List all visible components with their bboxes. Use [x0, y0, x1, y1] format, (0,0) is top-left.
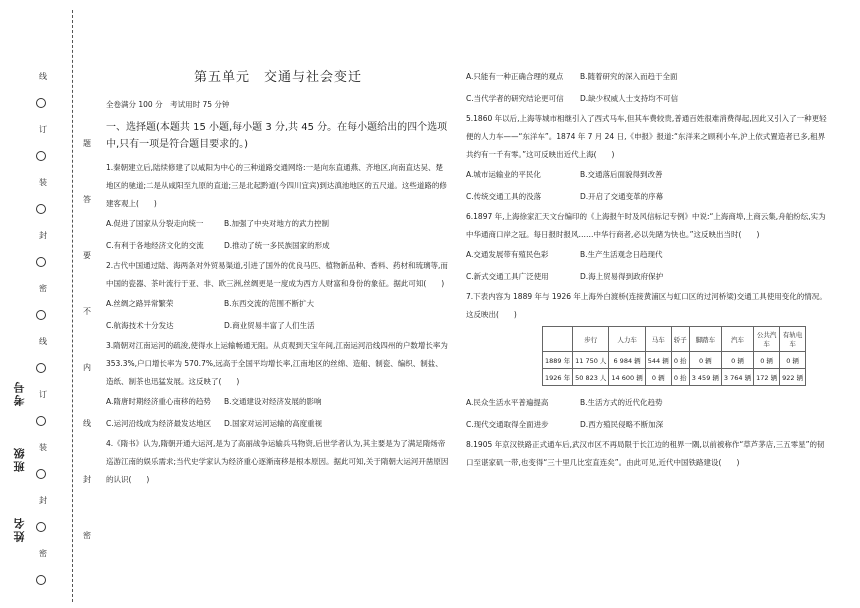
option-b[interactable]: B.交通建设对经济发展的影响	[224, 397, 322, 406]
question-8	[466, 436, 828, 472]
question-stem: 1.秦朝建立后,陆续修建了以咸阳为中心的三种道路交通网络:一是向东直通燕、齐地区,向南直达吴、楚地区的驰道;二是从咸阳至九原的直道;三是北起黔道(今四川宜宾)到达滇池地区的五尺道。这些道路的修建客观上( )	[106, 163, 447, 208]
table-cell: 0 辆	[780, 352, 806, 369]
option-b[interactable]: B.加强了中央对地方的武力控制	[224, 219, 330, 228]
option-c[interactable]: C.航海技术十分发达	[106, 321, 174, 330]
table-header-cell: 汽车	[721, 327, 753, 352]
table-cell: 3 459 辆	[689, 369, 721, 386]
table-cell: 172 辆	[754, 369, 780, 386]
margin-note-char: 线	[83, 419, 91, 428]
field-class: 班级	[13, 446, 26, 472]
binding-hole-circle	[36, 257, 46, 267]
option-c[interactable]: C.现代交通取得全面进步	[466, 420, 549, 429]
option-c[interactable]: C.当代学者的研究结论更可信	[466, 94, 564, 103]
table-cell: 0 辆	[754, 352, 780, 369]
question-stem: 2.古代中国通过陆、海两条对外贸易渠道,引进了国外的优良马匹、植物新品种、香料、药材和琉璃等,而中国的瓷器、茶叶流行于亚、非、欧三洲,丝绸更是一度成为西方人财富和身份的象征。据此可知( )	[106, 261, 448, 288]
option-a[interactable]: A.丝绸之路异常繁荣	[106, 299, 174, 308]
table-cell: 14 600 辆	[609, 369, 645, 386]
option-a[interactable]: A.促进了国家从分裂走向统一	[106, 219, 204, 228]
question-stem: 7.下表内容为 1889 年与 1926 年上海外白渡桥(连接黄浦区与虹口区的过河桥梁)交通工具使用变化的情况。这反映出( )	[466, 292, 827, 319]
table-cell: 1926 年	[543, 369, 573, 386]
margin-char: 订	[39, 125, 47, 134]
option-c[interactable]: C.有利于各地经济文化的交流	[106, 241, 204, 250]
option-b[interactable]: B.东西交流的范围不断扩大	[224, 299, 315, 308]
question-5	[466, 110, 828, 208]
table-cell: 6 984 辆	[609, 352, 645, 369]
option-d[interactable]: D.推动了统一多民族国家的形成	[224, 241, 330, 250]
question-4-options	[466, 66, 828, 110]
table-cell: 3 764 辆	[721, 369, 753, 386]
option-d[interactable]: D.国家对运河运输的高度重视	[224, 419, 323, 428]
table-header-cell	[543, 327, 573, 352]
margin-note-char: 要	[83, 251, 91, 260]
table-cell: 0 抬	[671, 352, 689, 369]
option-a[interactable]: A.只能有一种正确合理的观点	[466, 72, 564, 81]
option-c[interactable]: C.新式交通工具广泛使用	[466, 272, 549, 281]
table-header-cell: 步行	[573, 327, 609, 352]
margin-char: 密	[39, 284, 47, 293]
question-stem: 3.隋朝对江南运河的疏浚,使得水上运输畅通无阻。从贞观到天宝年间,江南运河沿线四州的户数增长率为 353.3%,户口增长率为 570.7%,远高于全国平均增长率,江南地区的丝绵、造船、制瓷、编织、制盐、造纸、制茶也迅猛发展。这反映了( )	[106, 341, 448, 386]
table-cell: 922 辆	[780, 369, 806, 386]
question-3	[106, 337, 450, 435]
option-b[interactable]: B.交通落后面貌得到改善	[580, 170, 663, 179]
question-stem: 5.1860 年以后,上海等城市相继引入了西式马车,但其车费较贵,普通百姓很难消费得起,因此又引入了一种更轻便的人力车——“东洋车”。1874 年 7 月 24 日,《申报》报道:“东洋来之顾利小车,沪上依式置造者已多,租界共约有一千有零。”这可反映出近代上海( )	[466, 114, 827, 159]
table-cell: 50 823 人	[573, 369, 609, 386]
option-b[interactable]: B.随着研究的深入而趋于全面	[580, 72, 678, 81]
table-cell: 11 750 人	[573, 352, 609, 369]
option-a[interactable]: A.城市运输业的平民化	[466, 170, 541, 179]
binding-margin	[0, 0, 96, 608]
table-header-cell: 人力车	[609, 327, 645, 352]
margin-char: 线	[39, 337, 47, 346]
table-header-cell: 马车	[645, 327, 671, 352]
table-cell: 0 抬	[671, 369, 689, 386]
table-cell: 1889 年	[543, 352, 573, 369]
margin-char: 封	[39, 231, 47, 240]
table-header-row	[543, 327, 806, 352]
question-2	[106, 257, 450, 337]
table-row	[543, 352, 806, 369]
right-column	[466, 66, 828, 472]
margin-note-char: 内	[83, 363, 91, 372]
left-column	[106, 66, 450, 489]
option-b[interactable]: B.生产生活观念日趋现代	[580, 250, 663, 259]
question-4	[106, 435, 450, 489]
table-header-cell: 有轨电车	[780, 327, 806, 352]
binding-hole-circle	[36, 204, 46, 214]
question-stem: 8.1905 年京汉铁路正式通车后,武汉市区不再局限于长江边的租界一隅,以前被称作“草芦茅店,三五零星”的韧口至谌家矶一带,也变得“三十里几比室直连矣”。由此可见,近代中国铁路建设( )	[466, 440, 825, 467]
option-c[interactable]: C.传统交通工具的没落	[466, 192, 542, 201]
option-a[interactable]: A.民众生活水平普遍提高	[466, 398, 549, 407]
margin-char: 装	[39, 178, 47, 187]
binding-hole-circle	[36, 98, 46, 108]
table-cell: 0 辆	[721, 352, 753, 369]
option-a[interactable]: A.隋唐时期经济重心南移的趋势	[106, 397, 211, 406]
option-a[interactable]: A.交通发展带有殖民色彩	[466, 250, 549, 259]
table-header-cell: 公共汽车	[754, 327, 780, 352]
option-b[interactable]: B.生活方式的近代化趋势	[580, 398, 663, 407]
table-header-cell: 轿子	[671, 327, 689, 352]
margin-note-char: 答	[83, 195, 91, 204]
option-d[interactable]: D.商业贸易丰富了人们生活	[224, 321, 315, 330]
exam-meta: 全卷满分 100 分 考试用时 75 分钟	[106, 100, 230, 109]
option-d[interactable]: D.开启了交通变革的序幕	[580, 192, 664, 201]
transport-table	[542, 326, 806, 386]
binding-hole-circle	[36, 469, 46, 479]
margin-char: 密	[39, 549, 47, 558]
margin-char: 装	[39, 443, 47, 452]
binding-hole-circle	[36, 522, 46, 532]
question-6	[466, 208, 828, 288]
margin-note-char: 密	[83, 531, 91, 540]
binding-hole-circle	[36, 416, 46, 426]
question-stem: 6.1897 年,上海徐家汇天文台编印的《上海报午时及风信标记专例》中说:“上海商埠,上商云集,舟舶纷纭,实为中华通商口岸之冠。每日报时报风……中华行商者,必以先睹为快也。”这反映出当时( )	[466, 212, 826, 239]
margin-char: 封	[39, 496, 47, 505]
binding-hole-circle	[36, 575, 46, 585]
field-exam-number: 考号	[13, 380, 26, 406]
option-d[interactable]: D.海上贸易得到政府保护	[580, 272, 664, 281]
margin-char: 线	[39, 72, 47, 81]
question-stem: 4.《隋书》认为,隋朝开通大运河,是为了高丽战争运输兵马物资,后世学者认为,其主要是为了满足隋炀帝巡游江南的娱乐需求;当代史学家认为经济重心逐渐南移是根本原因。据此可知,关于隋朝大运河开凿原因的认识( )	[106, 439, 449, 484]
binding-hole-circle	[36, 151, 46, 161]
margin-note-char: 不	[83, 307, 91, 316]
option-d[interactable]: D.西方殖民侵略不断加深	[580, 420, 664, 429]
option-d[interactable]: D.缺少权威人士支持均不可信	[580, 94, 679, 103]
question-7	[466, 288, 828, 436]
margin-note-char: 题	[83, 139, 91, 148]
table-row	[543, 369, 806, 386]
question-1	[106, 159, 450, 257]
margin-char: 订	[39, 390, 47, 399]
table-cell: 0 辆	[645, 369, 671, 386]
option-c[interactable]: C.运河沿线成为经济最发达地区	[106, 419, 212, 428]
dashed-binding-line	[72, 10, 73, 602]
table-cell: 544 辆	[645, 352, 671, 369]
field-name: 姓名	[13, 516, 26, 542]
page-title: 第五单元 交通与社会变迁	[193, 70, 362, 85]
section-heading: 一、选择题(本题共 15 小题,每小题 3 分,共 45 分。在每小题给出的四个选项中,只有一项是符合题目要求的。)	[106, 122, 448, 150]
binding-hole-circle	[36, 310, 46, 320]
table-cell: 0 辆	[689, 352, 721, 369]
binding-hole-circle	[36, 363, 46, 373]
margin-note-char: 封	[83, 475, 91, 484]
table-header-cell: 脚踏车	[689, 327, 721, 352]
